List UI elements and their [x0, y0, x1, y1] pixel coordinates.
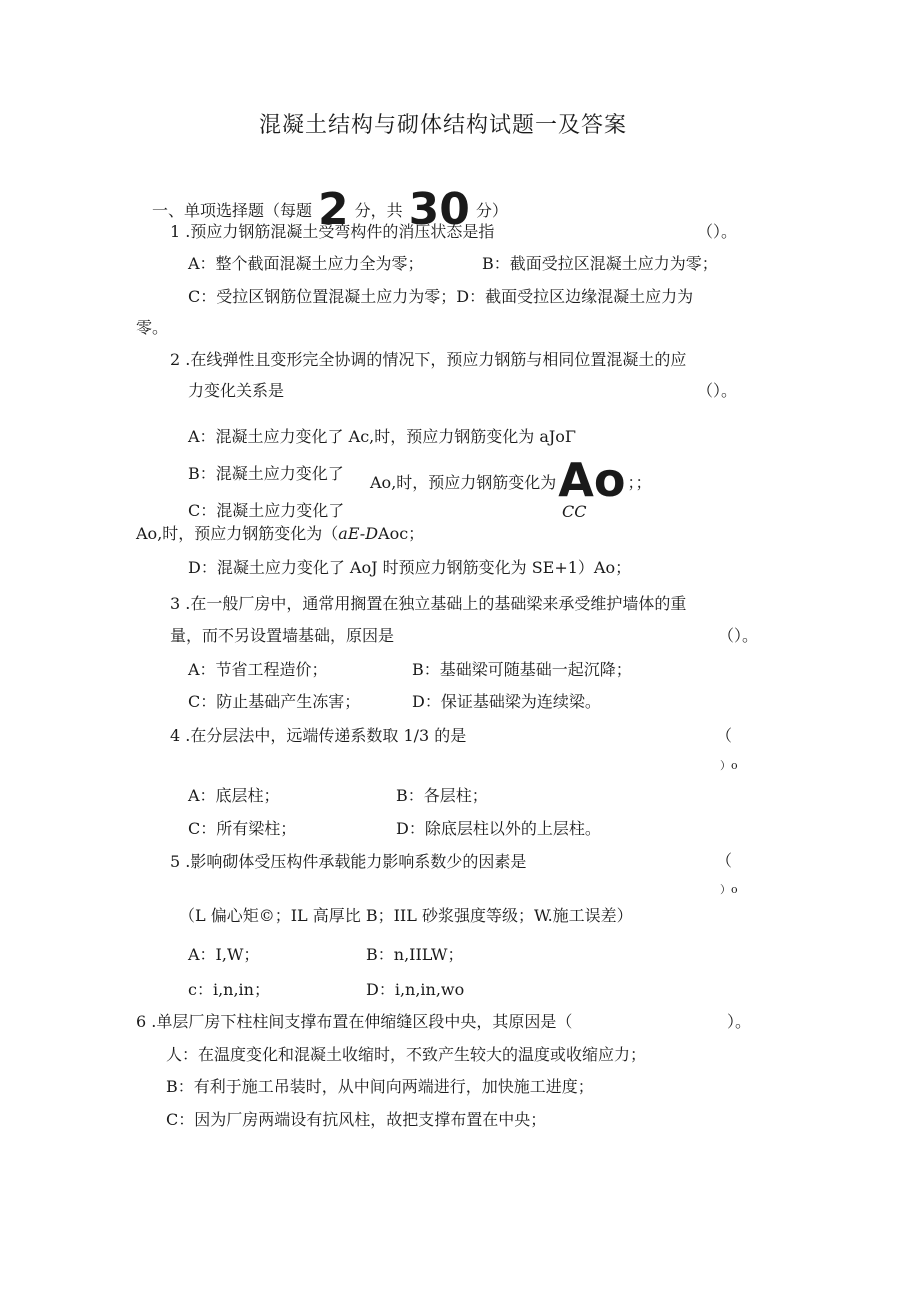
q1-options-cd-cont: 零。	[136, 318, 169, 337]
q3-stem-line2: 量，而不另设置墙基础，原因是	[170, 626, 395, 645]
q4-option-d: D：除底层柱以外的上层柱。	[396, 819, 601, 838]
q4-blank-open: （	[716, 726, 733, 745]
total-points: 30	[408, 184, 470, 235]
q4-option-a: A：底层柱；	[188, 786, 280, 805]
q3-blank: （）。	[718, 626, 759, 645]
q3-stem-line1: 3 .在一般厂房中，通常用搁置在独立基础上的基础梁来承受维护墙体的重	[170, 594, 687, 613]
q6-option-a: 人：在温度变化和混凝土收缩时，不致产生较大的温度或收缩应力；	[166, 1045, 647, 1064]
q5-option-c: c：i,n,in；	[188, 980, 270, 999]
q6-option-b: B：有利于施工吊装时，从中间向两端进行，加快施工进度；	[166, 1077, 594, 1096]
q4-blank-close: ）o	[720, 759, 738, 772]
q2-option-b-label: B：混凝土应力变化了	[188, 464, 344, 483]
q2-option-b-tail: ；；	[627, 473, 652, 492]
q4-stem: 4 .在分层法中，远端传递系数取 1/3 的是	[170, 726, 467, 745]
q1-blank: （）。	[697, 222, 738, 241]
q2-option-b-text: Ao,时，预应力钢筋变化为	[370, 473, 557, 492]
q3-option-a: A：节省工程造价；	[188, 660, 328, 679]
q2-option-b-body	[370, 453, 652, 507]
q6-stem: 6 .单层厂房下柱柱间支撑布置在伸缩缝区段中央，其原因是（	[136, 1012, 573, 1031]
q2-option-a: A：混凝土应力变化了 Ac,时，预应力钢筋变化为 aJoΓ	[188, 427, 577, 446]
q2-option-c-body	[136, 524, 424, 544]
q2-option-c-text: Ao,时，预应力钢筋变化为（	[136, 524, 339, 543]
q5-blank-open: （	[716, 851, 733, 870]
section-suffix: 分）	[475, 201, 508, 220]
q4-option-c: C：所有梁柱；	[188, 819, 297, 838]
q1-options-cd: C：受拉区钢筋位置混凝土应力为零；D：截面受拉区边缘混凝土应力为	[188, 287, 694, 306]
q2-option-c-subscript: CC	[562, 502, 587, 521]
section-mid: 分，共	[354, 201, 403, 220]
q6-option-c: C：因为厂房两端设有抗风柱，故把支撑布置在中央；	[166, 1110, 547, 1129]
q5-factors: （L 偏心矩©；IL 高厚比 B；IIL 砂浆强度等级；W.施工误差）	[179, 906, 633, 925]
q1-option-a: A：整个截面混凝土应力全为零；	[188, 254, 424, 273]
q2-option-c-tail: Aoc；	[378, 524, 425, 543]
points-per-question: 2	[318, 184, 349, 235]
q5-blank-close: ）o	[720, 883, 738, 896]
q2-stem-line1: 2 .在线弹性且变形完全协调的情况下，预应力钢筋与相同位置混凝土的应	[170, 350, 687, 369]
q2-option-d: D：混凝土应力变化了 AoJ 时预应力钢筋变化为 SE+1）Ao；	[188, 558, 632, 577]
q2-option-b-symbol: Ao	[558, 453, 626, 507]
q3-option-c: C：防止基础产生冻害；	[188, 692, 361, 711]
page-title: 混凝土结构与砌体结构试题一及答案	[259, 113, 628, 138]
q5-option-b: B：n,IILW；	[366, 945, 464, 964]
q1-option-b: B：截面受拉区混凝土应力为零；	[482, 254, 718, 273]
section-prefix: 一、单项选择题（每题	[152, 201, 313, 220]
q1-stem: 1 .预应力钢筋混凝土受弯构件的消压状态是指	[170, 222, 495, 241]
q3-option-b: B：基础梁可随基础一起沉降；	[412, 660, 632, 679]
q6-blank-close: ）。	[727, 1012, 752, 1031]
q2-blank: （）。	[697, 381, 738, 400]
q2-stem-line2: 力变化关系是	[188, 381, 285, 400]
q3-option-d: D：保证基础梁为连续梁。	[412, 692, 601, 711]
q4-option-b: B：各层柱；	[396, 786, 488, 805]
q5-stem: 5 .影响砌体受压构件承载能力影响系数少的因素是	[170, 852, 527, 871]
q5-option-d: D：i,n,in,wo	[366, 980, 465, 999]
q2-option-c-label: C：混凝土应力变化了	[188, 501, 345, 520]
q2-option-c-formula: aE-D	[338, 524, 379, 543]
q5-option-a: A：I,W；	[188, 945, 260, 964]
